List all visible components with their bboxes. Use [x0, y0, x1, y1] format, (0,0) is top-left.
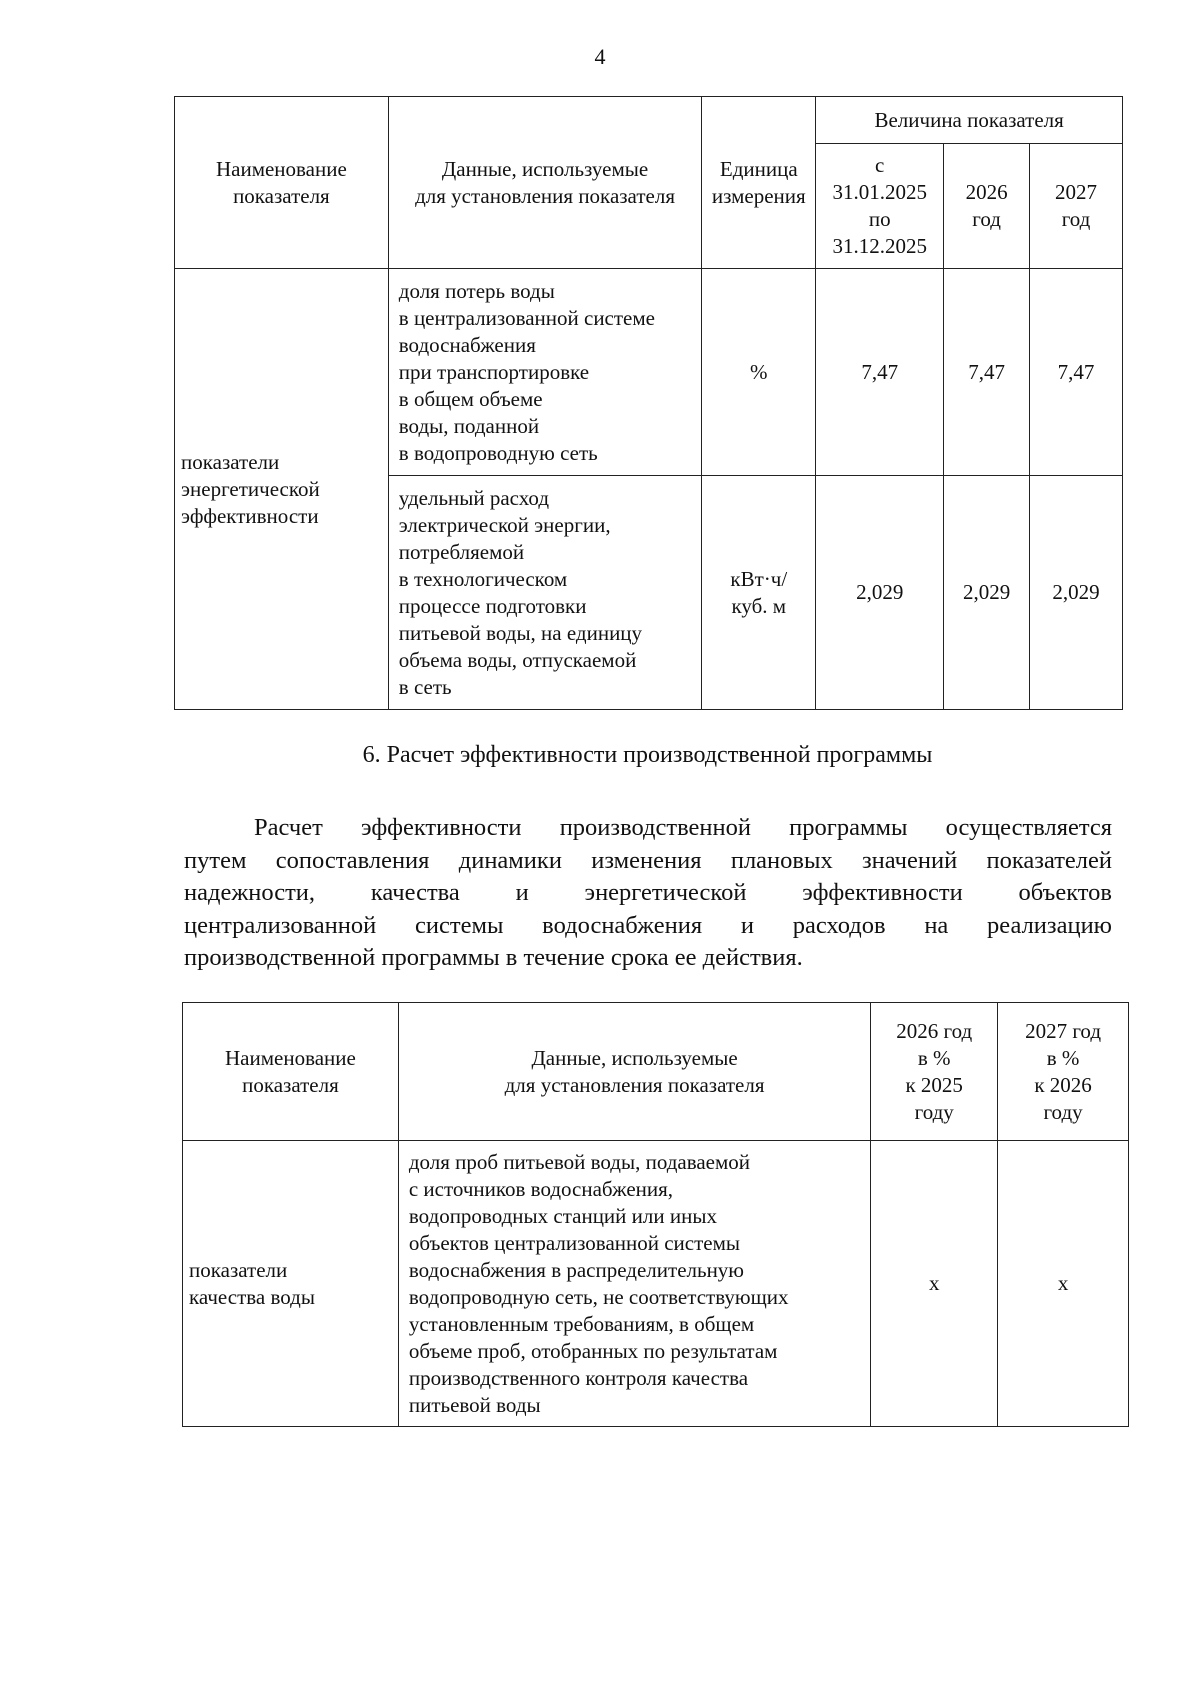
header-indicator-name: Наименование показателя [183, 1003, 399, 1141]
row-data-water-loss: доля потерь воды в централизованной системе водоснабжения при транспортировке в общем объеме воды, поданной в водопроводную сеть [388, 269, 702, 476]
row-value-2027: х [998, 1141, 1129, 1427]
header-2027-vs-2026: 2027 год в % к 2026 году [998, 1003, 1129, 1141]
header-data-used: Данные, используемые для установления показателя [398, 1003, 870, 1141]
table-row [175, 269, 1123, 476]
row-unit: кВт·ч/ куб. м [702, 476, 816, 710]
header-unit: Единица измерения [702, 97, 816, 269]
paragraph-line: централизованной системы водоснабжения и расходов на реализацию [184, 911, 1112, 939]
row-value-2026: 2,029 [944, 476, 1030, 710]
page-number: 4 [594, 44, 606, 69]
row-data-energy-consumption: удельный расход электрической энергии, потребляемой в технологическом процессе подготовки питьевой воды, на единицу объема воды, отпускаемой в сеть [388, 476, 702, 710]
row-value-2027: 2,029 [1030, 476, 1123, 710]
row-value-2025: 7,47 [816, 269, 944, 476]
indicators-table [174, 96, 1123, 710]
header-period-2026: 2026 год [944, 144, 1030, 269]
paragraph-line: надежности, качества и энергетической эффективности объектов [184, 879, 1112, 906]
group-label-energy-efficiency: показатели энергетической эффективности [175, 269, 389, 710]
table-row [183, 1141, 1129, 1427]
header-data-used: Данные, используемые для установления показателя [388, 97, 702, 269]
paragraph-line: путем сопоставления динамики изменения плановых значений показателей [184, 846, 1112, 874]
row-unit: % [702, 269, 816, 476]
header-indicator-name: Наименование показателя [175, 97, 389, 269]
section-paragraph [184, 812, 1112, 975]
efficiency-table [182, 1002, 1129, 1427]
row-value-2026: 7,47 [944, 269, 1030, 476]
paragraph-line: Расчет эффективности производственной программы осуществляется [254, 814, 1112, 841]
header-2026-vs-2025: 2026 год в % к 2025 году [871, 1003, 998, 1141]
row-data-water-samples: доля проб питьевой воды, подаваемой с источников водоснабжения, водопроводных станций или иных объектов централизованной системы водоснабжения в распределительную водопроводную сеть, не соответствующих установленным требованиям, в общем объеме проб, отобранных по результатам производственного контроля качества питьевой воды [398, 1141, 870, 1427]
header-value-group: Величина показателя [816, 97, 1123, 144]
header-period-2027: 2027 год [1030, 144, 1123, 269]
row-value-2026: х [871, 1141, 998, 1427]
section-title: 6. Расчет эффективности производственной программы [362, 742, 933, 768]
paragraph-line: производственной программы в течение срока ее действия. [184, 944, 803, 971]
row-name-water-quality: показатели качества воды [183, 1141, 399, 1427]
row-value-2027: 7,47 [1030, 269, 1123, 476]
header-period-2025: с 31.01.2025 по 31.12.2025 [816, 144, 944, 269]
row-value-2025: 2,029 [816, 476, 944, 710]
